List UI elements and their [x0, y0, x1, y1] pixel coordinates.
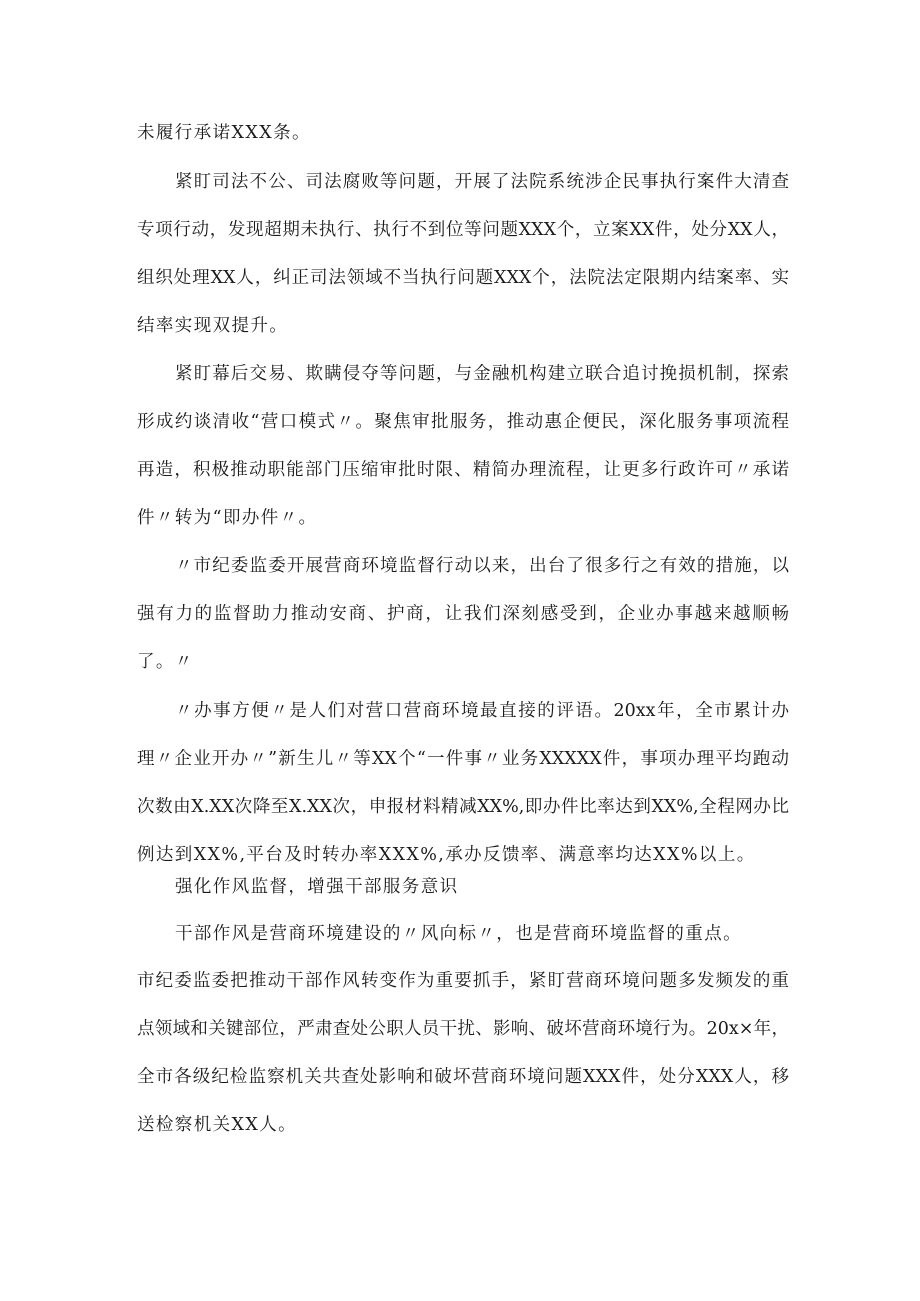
- text-line: 结率实现双提升。: [137, 316, 289, 336]
- section-heading: 强化作风监督，增强干部服务意识: [175, 877, 459, 897]
- text-line: 〃办事方便〃是人们对营口营商环境最直接的评语。20xx年，全市累计办: [175, 701, 789, 721]
- text-line: 了。〃: [137, 652, 194, 672]
- text-line: 〃市纪委监委开展营商环境监督行动以来，出台了很多行之有效的措施，以: [175, 556, 789, 576]
- text-line: 送检察机关XX人。: [137, 1115, 298, 1135]
- text-line: 未履行承诺XXX条。: [137, 123, 311, 143]
- text-line: 干部作风是营商环境建设的〃风向标〃，也是营商环境监督的重点。: [175, 924, 742, 944]
- text-line: 形成约谈清收“营口模式〃。聚焦审批服务，推动惠企便民，深化服务事项流程: [137, 412, 789, 432]
- text-line: 理〃企业开办〃”新生儿〃等XX个“一件事〃业务XXXXX件，事项办理平均跑动: [137, 749, 789, 769]
- text-line: 点领域和关键部位，严肃查处公职人员干扰、影响、破坏营商环境行为。20x×年，: [137, 1019, 789, 1039]
- text-line: 次数由X.XX次降至X.XX次，申报材料精减XX%,即办件比率达到XX%,全程网办比: [137, 797, 789, 817]
- text-line: 市纪委监委把推动干部作风转变作为重要抓手，紧盯营商环境问题多发频发的重: [137, 971, 789, 991]
- text-line: 组织处理XX人，纠正司法领域不当执行问题XXX个，法院法定限期内结案率、实: [137, 268, 789, 288]
- text-line: 紧盯幕后交易、欺瞒侵夺等问题，与金融机构建立联合追讨挽损机制，探索: [175, 364, 789, 384]
- text-line: 专项行动，发现超期未执行、执行不到位等问题XXX个，立案XX件，处分XX人，: [137, 220, 789, 240]
- text-line: 紧盯司法不公、司法腐败等问题，开展了法院系统涉企民事执行案件大清查: [175, 172, 789, 192]
- text-line: 强有力的监督助力推动安商、护商，让我们深刻感受到，企业办事越来越顺畅: [137, 604, 789, 624]
- text-line: 件〃转为“即办件〃。: [137, 508, 318, 528]
- text-line: 再造，积极推动职能部门压缩审批时限、精简办理流程，让更多行政许可〃承诺: [137, 460, 789, 480]
- text-line: 例达到XX%,平台及时转办率XXX%,承办反馈率、满意率均达XX%以上。: [137, 845, 756, 865]
- text-line: 全市各级纪检监察机关共查处影响和破坏营商环境问题XXX件，处分XXX人，移: [137, 1067, 789, 1087]
